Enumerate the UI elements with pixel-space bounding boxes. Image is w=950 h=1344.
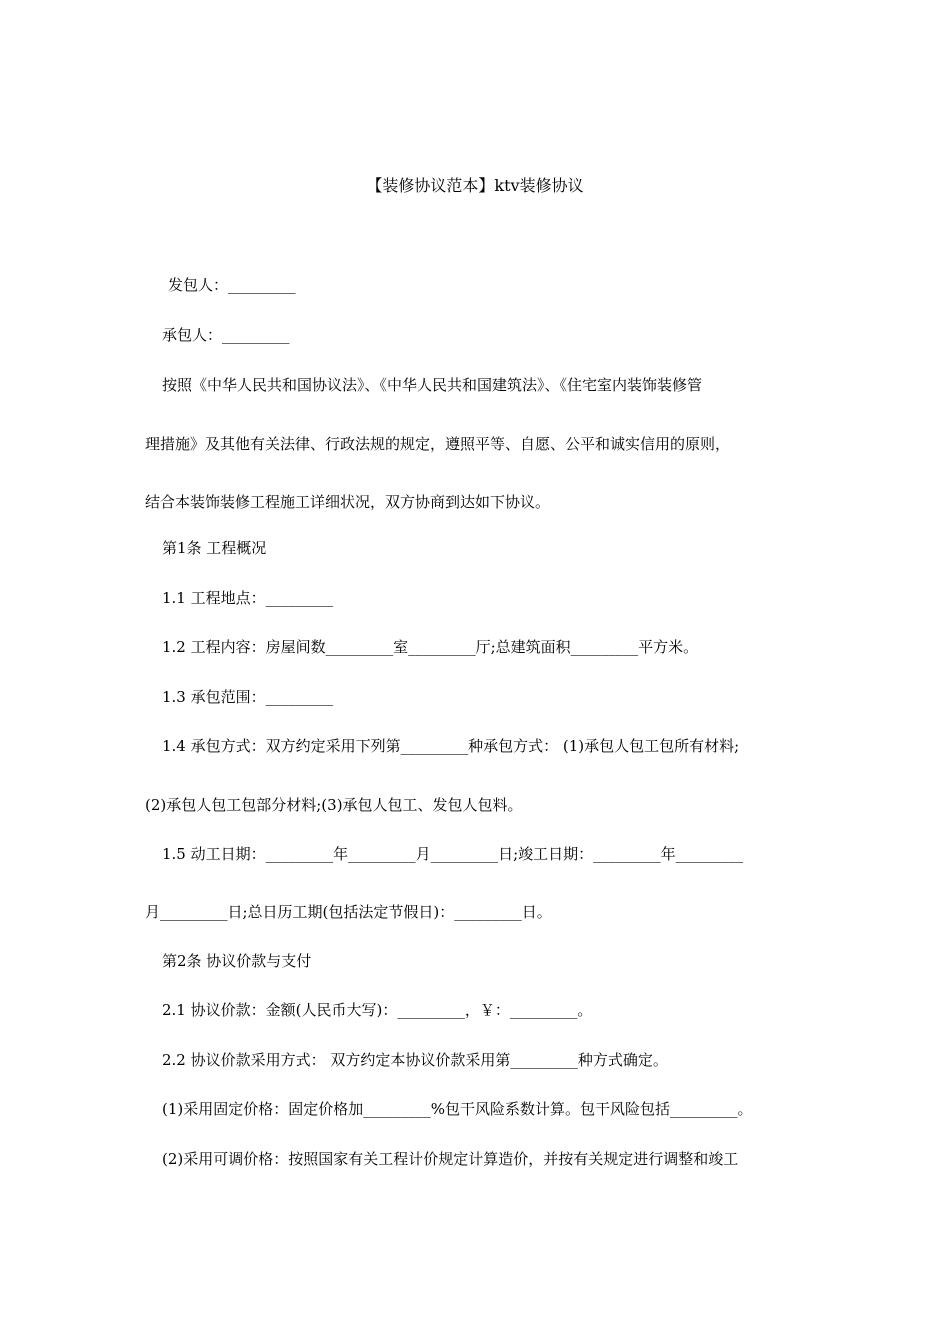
- clause-2-2-option-1: (1)采用固定价格：固定价格加_________%包干风险系数计算。包干风险包括_________。: [162, 1100, 753, 1118]
- clause-1-4-line-1: 1.4 承包方式：双方约定采用下列第_________种承包方式： (1)承包人包工包所有材料;: [162, 737, 740, 755]
- clause-1-5-line-2: 月_________日;总日历工期(包括法定节假日)：_________日。: [145, 903, 552, 921]
- line-preamble-2: 理措施》及其他有关法律、行政法规的规定，遵照平等、自愿、公平和诚实信用的原则，: [145, 435, 731, 453]
- clause-1-4-line-2: (2)承包人包工包部分材料;(3)承包人包工、发包人包料。: [145, 796, 523, 814]
- clause-1-1: 1.1 工程地点：_________: [162, 589, 334, 607]
- clause-1-3: 1.3 承包范围：_________: [162, 688, 334, 706]
- section-2-heading: 第2条 协议价款与支付: [162, 952, 312, 970]
- document-title: 【装修协议范本】ktv装修协议: [366, 176, 584, 195]
- section-1-heading: 第1条 工程概况: [162, 539, 267, 557]
- clause-2-1: 2.1 协议价款：金额(人民币大写)：_________，￥：_________。: [162, 1001, 593, 1019]
- clause-1-5-line-1: 1.5 动工日期：_________年_________月_________日;竣工日期：_________年_________: [162, 845, 744, 863]
- clause-2-2-option-2: (2)采用可调价格：按照国家有关工程计价规定计算造价，并按有关规定进行调整和竣工: [162, 1150, 739, 1168]
- line-preamble-1: 按照《中华人民共和国协议法》、《中华人民共和国建筑法》、《住宅室内装饰装修管: [162, 376, 703, 394]
- line-preamble-3: 结合本装饰装修工程施工详细状况，双方协商到达如下协议。: [145, 493, 551, 511]
- clause-2-2: 2.2 协议价款采用方式： 双方约定本协议价款采用第_________种方式确定。: [162, 1051, 668, 1069]
- line-employer: 发包人：_________: [168, 276, 296, 294]
- clause-1-2: 1.2 工程内容：房屋间数_________室_________厅;总建筑面积_________平方米。: [162, 638, 699, 656]
- line-contractor: 承包人：_________: [162, 326, 290, 344]
